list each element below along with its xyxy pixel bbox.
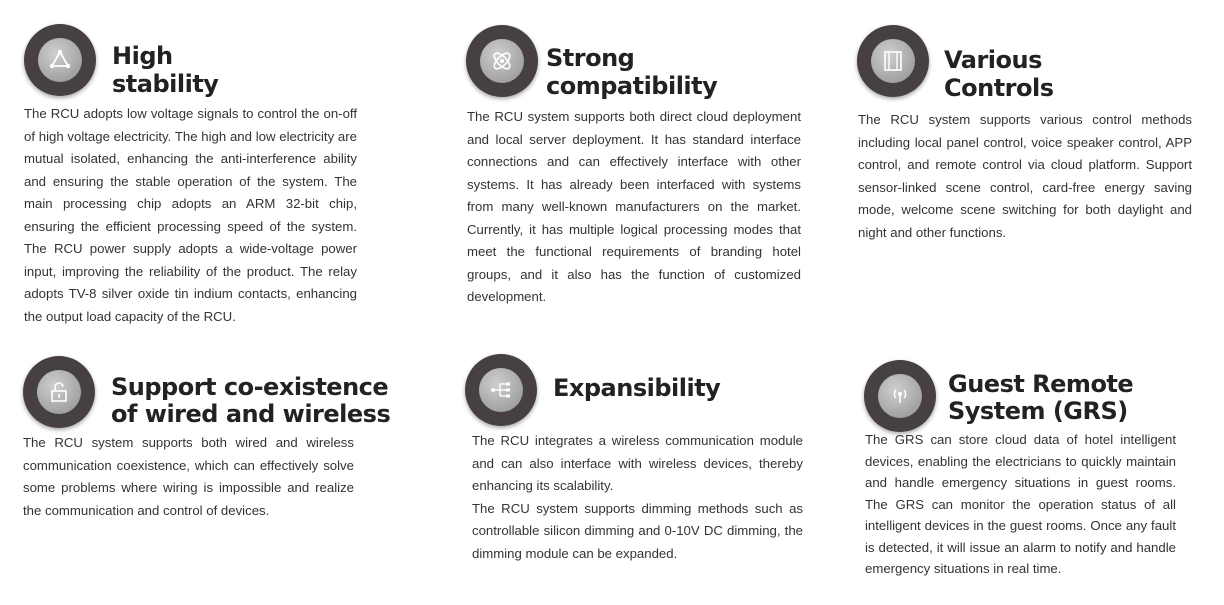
unlock-icon [46,379,72,405]
feature-icon-badge [864,360,936,432]
feature-title: Expansibility [553,374,721,402]
feature-description: The RCU adopts low voltage signals to control the on-off of high voltage electricity. The high and low electricity are mutual isolated, enhancing the anti-interference ability and ensuring the stable operation of the system. The main processing chip adopts an ARM 32-bit chip, ensuring the efficient processing speed of the system. The RCU power supply adopts a wide-voltage power input, improving the reliability of the product. The relay adopts TV-8 silver oxide tin indium contacts, enhancing the output load capacity of the RCU. [24,106,357,324]
feature-title: Guest Remote System (GRS) [948,370,1134,425]
feature-description: The RCU system supports both direct cloud deployment and local server deployment. It has standard interface connections and can effectively interface with other systems. It has already been interfaced with systems from many well-known manufacturers on the market. Currently, it has multiple logical processing modes that meet the functional requirements of branding hotel groups, and it also has the function of customized development. [467,109,801,304]
feature-description: The RCU integrates a wireless communication module and can also interface with wireless devices, thereby enhancing its scalability. The RCU system supports dimming methods such as controllable silicon dimming and 0-10V DC dimming, the dimming module can be expanded. [472,433,803,561]
triangle-nodes-icon [47,47,73,73]
feature-title: High stability [112,42,219,98]
feature-description: The RCU system supports both wired and wireless communication coexistence, which can effectively solve some problems where wiring is impossible and realize the communication and control of devices. [23,435,354,518]
network-icon [488,377,514,403]
panel-icon [880,48,906,74]
feature-title: Strong compatibility [546,44,718,100]
feature-icon-badge [857,25,929,97]
feature-title: Support co-existence of wired and wireless [111,373,391,428]
feature-title: Various Controls [944,46,1054,102]
orbit-icon [489,48,515,74]
feature-icon-badge [23,356,95,428]
feature-description: The GRS can store cloud data of hotel intelligent devices, enabling the electricians to quickly maintain and handle emergency situations in guest rooms. The GRS can monitor the operation status of all intelligent devices in the guest rooms. Once any fault is detected, it will issue an alarm to notify and handle emergency situations in real time. [865,432,1176,576]
feature-icon-badge [465,354,537,426]
feature-icon-badge [24,24,96,96]
feature-description: The RCU system supports various control methods including local panel control, voice speaker control, APP control, and remote control via cloud platform. Support sensor-linked scene control, card-free energy saving mode, welcome scene switching for both daylight and night and other functions. [858,112,1192,240]
feature-icon-badge [466,25,538,97]
signal-icon [887,383,913,409]
